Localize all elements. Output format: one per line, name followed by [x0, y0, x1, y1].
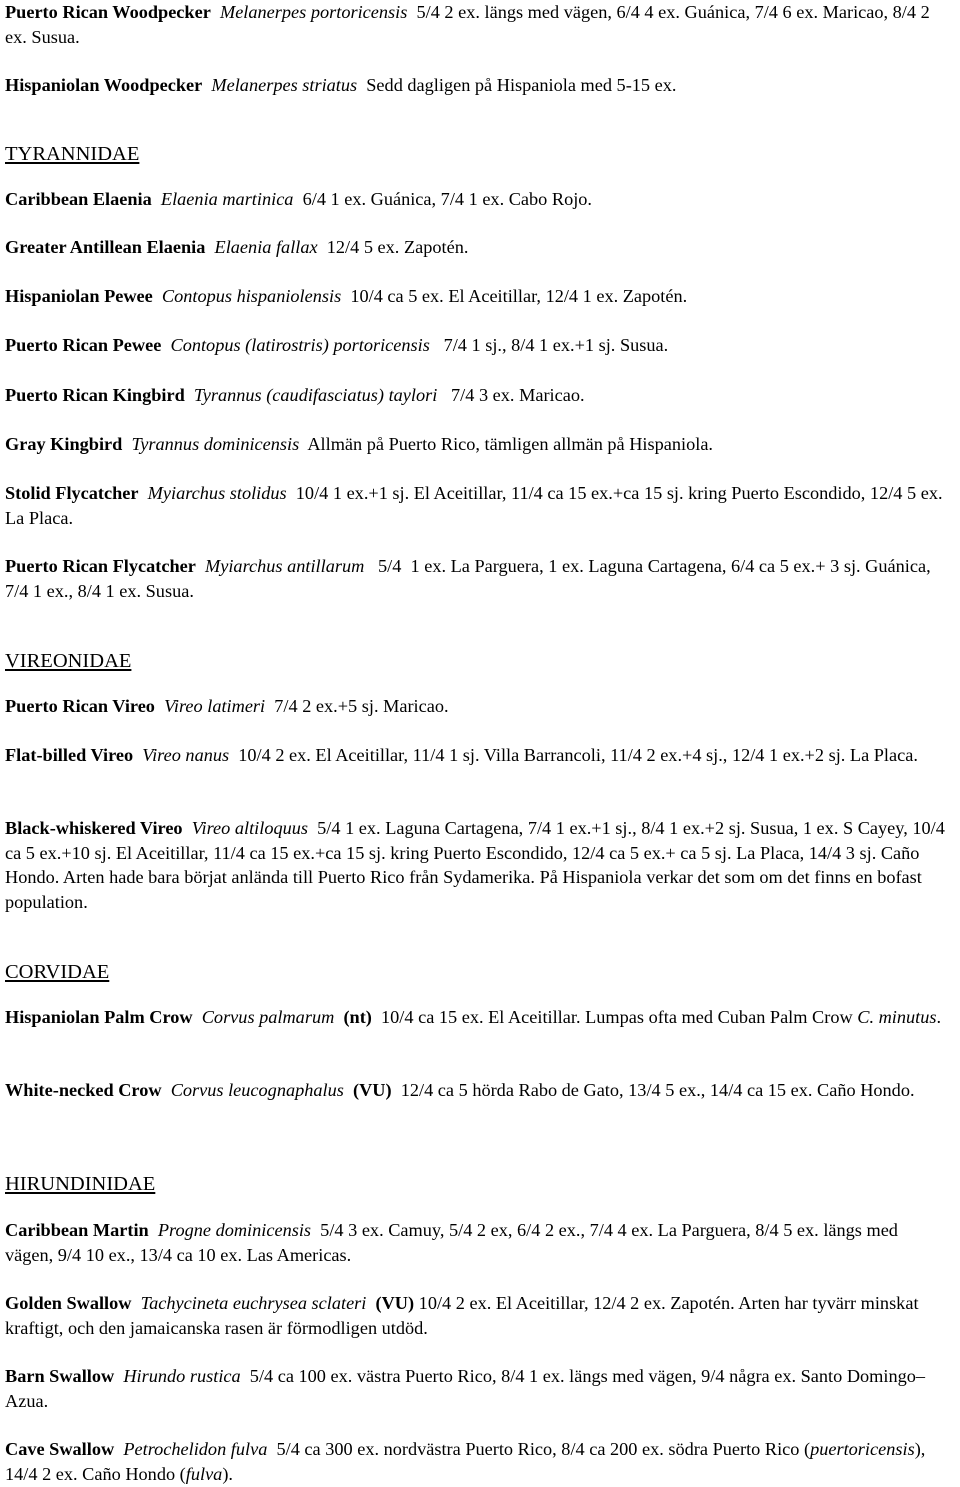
entry-text	[183, 818, 192, 838]
scientific-name: Corvus leucognaphalus	[170, 1080, 344, 1100]
species-name: Hispaniolan Palm Crow	[5, 1007, 193, 1027]
species-name: (VU)	[353, 1080, 392, 1100]
species-entry	[5, 743, 950, 768]
entry-text: 5/4 1 ex. La Parguera, 1 ex. Laguna Cartagena, 6/4 ca 5 ex.+ 3 sj. Guánica, 7/4 1 ex., 8/4 1 ex. Susua.	[5, 556, 936, 601]
entry-text: 7/4 1 sj., 8/4 1 ex.+1 sj. Susua.	[429, 335, 669, 355]
entry-text: 10/4 1 ex.+1 sj. El Aceitillar, 11/4 ca 15 ex.+ca 15 sj. kring Puerto Escondido, 12/4 5 ex. La Placa.	[5, 483, 948, 528]
family-heading: CORVIDAE	[5, 961, 110, 983]
scientific-name: Elaenia fallax	[214, 237, 318, 257]
species-entry	[5, 481, 950, 530]
species-name: Puerto Rican Flycatcher	[5, 556, 196, 576]
family-heading: VIREONIDAE	[5, 650, 132, 672]
species-name: Puerto Rican Vireo	[5, 696, 155, 716]
species-name: Greater Antillean Elaenia	[5, 237, 206, 257]
species-name: (nt)	[343, 1007, 372, 1027]
entry-text	[133, 745, 142, 765]
entry-text: 6/4 1 ex. Guánica, 7/4 1 ex. Cabo Rojo.	[293, 189, 592, 209]
species-name: Stolid Flycatcher	[5, 483, 139, 503]
species-entry	[5, 554, 950, 603]
scientific-name: Contopus (latirostris) portoricensis	[170, 335, 430, 355]
species-entry	[5, 187, 950, 212]
species-entry	[5, 1437, 950, 1486]
scientific-name: Vireo nanus	[142, 745, 230, 765]
entry-text	[196, 556, 205, 576]
scientific-name: fulva	[185, 1463, 223, 1484]
scientific-name: Myiarchus stolidus	[147, 483, 287, 503]
scientific-name: Melanerpes striatus	[211, 75, 358, 95]
species-name: Black-whiskered Vireo	[5, 818, 183, 838]
entry-text	[139, 483, 148, 503]
species-entry	[5, 0, 950, 49]
entry-text: .	[936, 1007, 942, 1027]
entry-text: 10/4 2 ex. El Aceitillar, 11/4 1 sj. Villa Barrancoli, 11/4 2 ex.+4 sj., 12/4 1 ex.+2 sj. La Placa.	[229, 745, 918, 765]
entry-text	[114, 1366, 123, 1386]
scientific-name: Tyrannus (caudifasciatus) taylori	[193, 385, 438, 405]
entry-text: 10/4 ca 15 ex. El Aceitillar. Lumpas ofta med Cuban Palm Crow	[371, 1007, 858, 1027]
scientific-name: Vireo latimeri	[164, 696, 266, 716]
species-name: Puerto Rican Kingbird	[5, 385, 185, 405]
species-name: Puerto Rican Pewee	[5, 335, 162, 355]
entry-text	[162, 1080, 171, 1100]
scientific-name: Tyrannus dominicensis	[131, 434, 300, 454]
scientific-name: Petrochelidon fulva	[123, 1439, 268, 1459]
scientific-name: Hirundo rustica	[123, 1366, 241, 1386]
entry-text	[366, 1293, 375, 1313]
entry-text: 5/4 2 ex. längs med vägen, 6/4 4 ex. Guánica, 7/4 6 ex. Maricao, 8/4 2 ex. Susua.	[5, 2, 935, 47]
species-name: Puerto Rican Woodpecker	[5, 2, 211, 22]
entry-text: 10/4 2 ex. El Aceitillar, 12/4 2 ex. Zapotén. Arten har tyvärr minskat kraftigt, och den jamaicanska rasen är förmodligen utdöd.	[5, 1293, 924, 1338]
species-entry	[5, 73, 950, 98]
entry-text	[211, 2, 220, 22]
entry-text: ), 14/4 2 ex. Caño Hondo (	[5, 1439, 930, 1484]
family-heading: TYRANNIDAE	[5, 143, 140, 165]
species-entry	[5, 1364, 950, 1413]
species-entry	[5, 333, 950, 358]
entry-text	[152, 189, 161, 209]
entry-text	[344, 1080, 353, 1100]
scientific-name: puertoricensis	[810, 1439, 915, 1459]
species-entry	[5, 432, 950, 457]
entry-text: 12/4 ca 5 hörda Rabo de Gato, 13/4 5 ex., 14/4 ca 15 ex. Caño Hondo.	[391, 1080, 915, 1100]
scientific-name: Corvus palmarum	[201, 1007, 335, 1027]
species-name: Caribbean Elaenia	[5, 189, 152, 209]
entry-text: Allmän på Puerto Rico, tämligen allmän på Hispaniola.	[299, 434, 714, 454]
entry-text: 5/4 3 ex. Camuy, 5/4 2 ex, 6/4 2 ex., 7/4 4 ex. La Parguera, 8/4 5 ex. längs med vägen, 9/4 10 ex., 13/4 ca 10 ex. Las Americas.	[5, 1220, 903, 1265]
species-name: Flat-billed Vireo	[5, 745, 134, 765]
entry-text	[114, 1439, 123, 1459]
species-name: Cave Swallow	[5, 1439, 115, 1459]
species-name: (VU)	[375, 1293, 415, 1313]
scientific-name: Tachycineta euchrysea sclateri	[140, 1293, 367, 1313]
entry-text	[153, 286, 162, 306]
entry-text	[193, 1007, 202, 1027]
scientific-name: Contopus hispaniolensis	[161, 286, 342, 306]
species-entry	[5, 1291, 950, 1340]
species-entry	[5, 1078, 950, 1103]
scientific-name: Vireo altiloquus	[191, 818, 309, 838]
entry-text: 7/4 3 ex. Maricao.	[437, 385, 585, 405]
scientific-name: Melanerpes portoricensis	[219, 2, 408, 22]
entry-text: Sedd dagligen på Hispaniola med 5-15 ex.	[357, 75, 677, 95]
entry-text: 10/4 ca 5 ex. El Aceitillar, 12/4 1 ex. Zapotén.	[341, 286, 688, 306]
species-name: Golden Swallow	[5, 1293, 132, 1313]
species-entry	[5, 235, 950, 260]
scientific-name: Elaenia martinica	[160, 189, 294, 209]
species-name: White-necked Crow	[5, 1080, 162, 1100]
entry-text: 5/4 1 ex. Laguna Cartagena, 7/4 1 ex.+1 sj., 8/4 1 ex.+2 sj. Susua, 1 ex. S Cayey, 10/4 ca 5 ex.+10 sj. El Aceitillar, 11/4 ca 15 ex.+ca 15 sj. kring Puerto Escondido, 12/4 ca 5 ex.+ ca 5 sj. La Placa, 14/4 3 sj. Caño Hondo. Arten hade bara börjat anlända till Puerto Rico från Sydamerika. På Hispaniola verkar det som om det finns en bofast population.	[5, 818, 950, 912]
species-entry	[5, 1218, 950, 1267]
species-name: Hispaniolan Woodpecker	[5, 75, 203, 95]
species-name: Gray Kingbird	[5, 434, 123, 454]
scientific-name: Progne dominicensis	[157, 1220, 312, 1240]
entry-text: 12/4 5 ex. Zapotén.	[317, 237, 469, 257]
species-name: Caribbean Martin	[5, 1220, 149, 1240]
entry-text	[149, 1220, 158, 1240]
scientific-name: C. minutus	[857, 1007, 937, 1027]
scientific-name: Myiarchus antillarum	[205, 556, 365, 576]
species-entry	[5, 1005, 950, 1030]
entry-text	[205, 237, 214, 257]
species-entry	[5, 816, 950, 914]
entry-text: 5/4 ca 300 ex. nordvästra Puerto Rico, 8/4 ca 200 ex. södra Puerto Rico (	[267, 1439, 811, 1459]
family-heading: HIRUNDINIDAE	[5, 1173, 156, 1195]
species-entry	[5, 383, 950, 408]
entry-text: ).	[222, 1463, 233, 1484]
entry-text: 5/4 ca 100 ex. västra Puerto Rico, 8/4 1 ex. längs med vägen, 9/4 några ex. Santo Domingo–Azua.	[5, 1366, 926, 1411]
entry-text: 7/4 2 ex.+5 sj. Maricao.	[265, 696, 449, 716]
entry-text	[131, 1293, 140, 1313]
species-name: Hispaniolan Pewee	[5, 286, 153, 306]
entry-text	[155, 696, 164, 716]
species-entry	[5, 694, 950, 719]
species-name: Barn Swallow	[5, 1366, 115, 1386]
entry-text	[161, 335, 170, 355]
species-entry	[5, 284, 950, 309]
entry-text	[185, 385, 194, 405]
